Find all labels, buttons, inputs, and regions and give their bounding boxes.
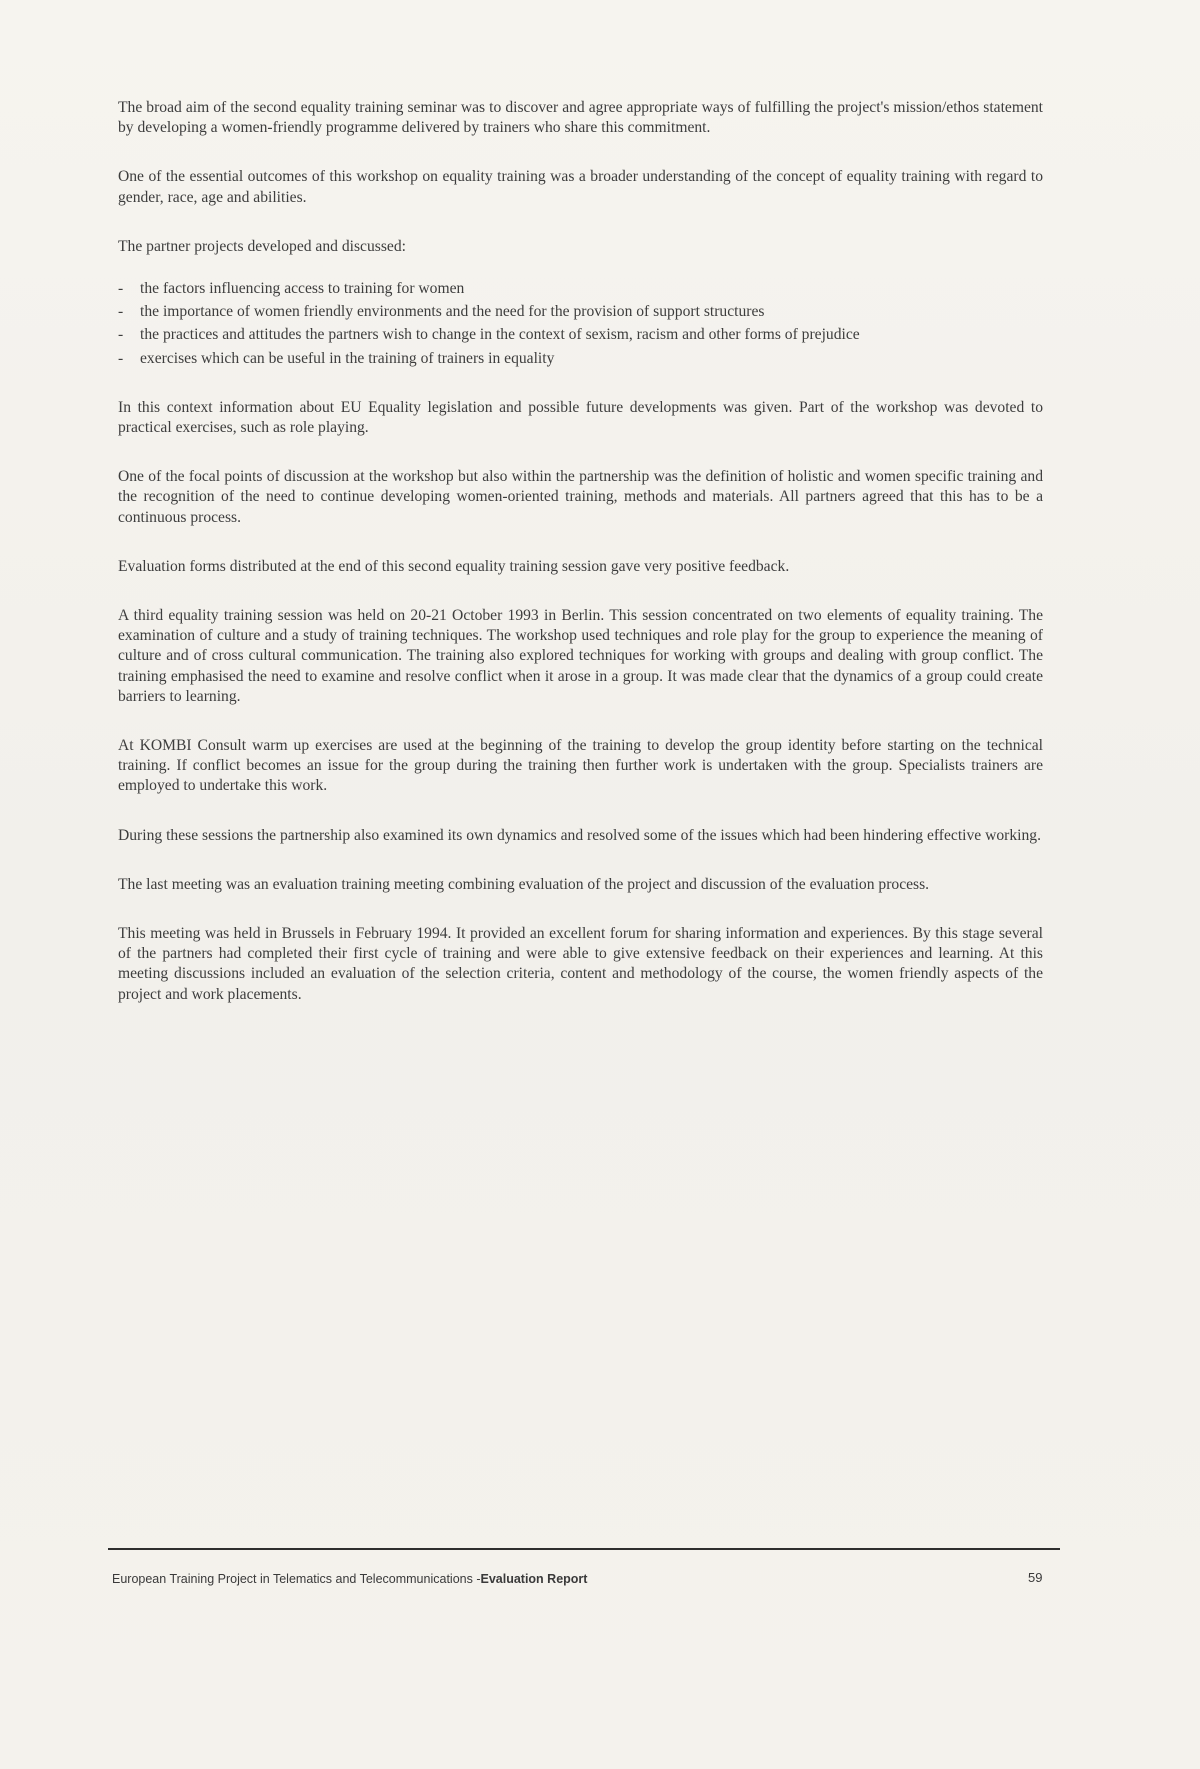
list-item-text: the importance of women friendly environments and the need for the provision of support structures: [140, 303, 765, 321]
bullet-dash: -: [118, 280, 124, 298]
paragraph-focal-points: One of the focal points of discussion at the workshop but also within the partnership was the definition of holistic and women specific training and the recognition of the need to continue developing women-oriented training, methods and materials. All partners agreed that this has to be a continuous process.: [118, 468, 1043, 526]
paragraph-third-session: A third equality training session was held on 20-21 October 1993 in Berlin. This session concentrated on two elements of equality training. The examination of culture and a study of training techniques. The workshop used techniques and role play for the group to experience the meaning of culture and of cross cultural communication. The training also explored techniques for working with groups and dealing with group conflict. The training emphasised the need to examine and resolve conflict when it arose in a group. It was made clear that the dynamics of a group could create barriers to learning.: [118, 607, 1043, 705]
footer-report-name: Evaluation Report: [480, 1572, 588, 1586]
paragraph-dynamics: During these sessions the partnership also examined its own dynamics and resolved some of the issues which had been hindering effective working.: [118, 826, 1041, 844]
bullet-dash: -: [118, 303, 124, 321]
paragraph-brussels: This meeting was held in Brussels in February 1994. It provided an excellent forum for sharing information and experiences. By this stage several of the partners had completed their first cycle of training and were able to give extensive feedback on their experiences and learning. At this meeting discussions included an evaluation of the selection criteria, content and methodology of the course, the women friendly aspects of the project and work placements.: [118, 925, 1043, 1003]
paragraph-kombi: At KOMBI Consult warm up exercises are used at the beginning of the training to develop the group identity before starting on the technical training. If conflict becomes an issue for the group during the training then further work is undertaken with the group. Specialists trainers are employed to undertake this work.: [118, 737, 1043, 795]
bullet-dash: -: [118, 326, 124, 344]
list-item: [118, 325, 1043, 345]
list-item: [118, 349, 1043, 369]
paragraph-last-meeting: The last meeting was an evaluation training meeting combining evaluation of the project and discussion of the evaluation process.: [118, 875, 930, 893]
paragraph-aim: The broad aim of the second equality training seminar was to discover and agree appropriate ways of fulfilling the project's mission/ethos statement by developing a women-friendly programme delivered by trainers who share this commitment.: [118, 99, 1043, 137]
page-number: 59: [1028, 1570, 1043, 1585]
footer-project-name: European Training Project in Telematics and Telecommunications -: [112, 1572, 481, 1586]
list-item: [118, 279, 1043, 299]
paragraph-outcomes: One of the essential outcomes of this workshop on equality training was a broader understanding of the concept of equality training with regard to gender, race, age and abilities.: [118, 168, 1043, 206]
paragraph-evaluation-forms: Evaluation forms distributed at the end of this second equality training session gave very positive feedback.: [118, 557, 790, 575]
footer-divider: [108, 1548, 1060, 1550]
discussion-list: [118, 279, 1043, 369]
list-item-text: the factors influencing access to training for women: [140, 280, 465, 298]
bullet-dash: -: [118, 349, 124, 367]
list-item: [118, 302, 1043, 322]
list-item-text: the practices and attitudes the partners wish to change in the context of sexism, racism and other forms of prejudice: [140, 326, 860, 344]
paragraph-list-intro: The partner projects developed and discussed:: [118, 237, 406, 255]
list-item-text: exercises which can be useful in the training of trainers in equality: [140, 349, 555, 367]
paragraph-legislation: In this context information about EU Equality legislation and possible future developments was given. Part of the workshop was devoted to practical exercises, such as role playing.: [118, 398, 1043, 437]
footer-title: [112, 1572, 587, 1586]
body-text: [118, 98, 1043, 1034]
